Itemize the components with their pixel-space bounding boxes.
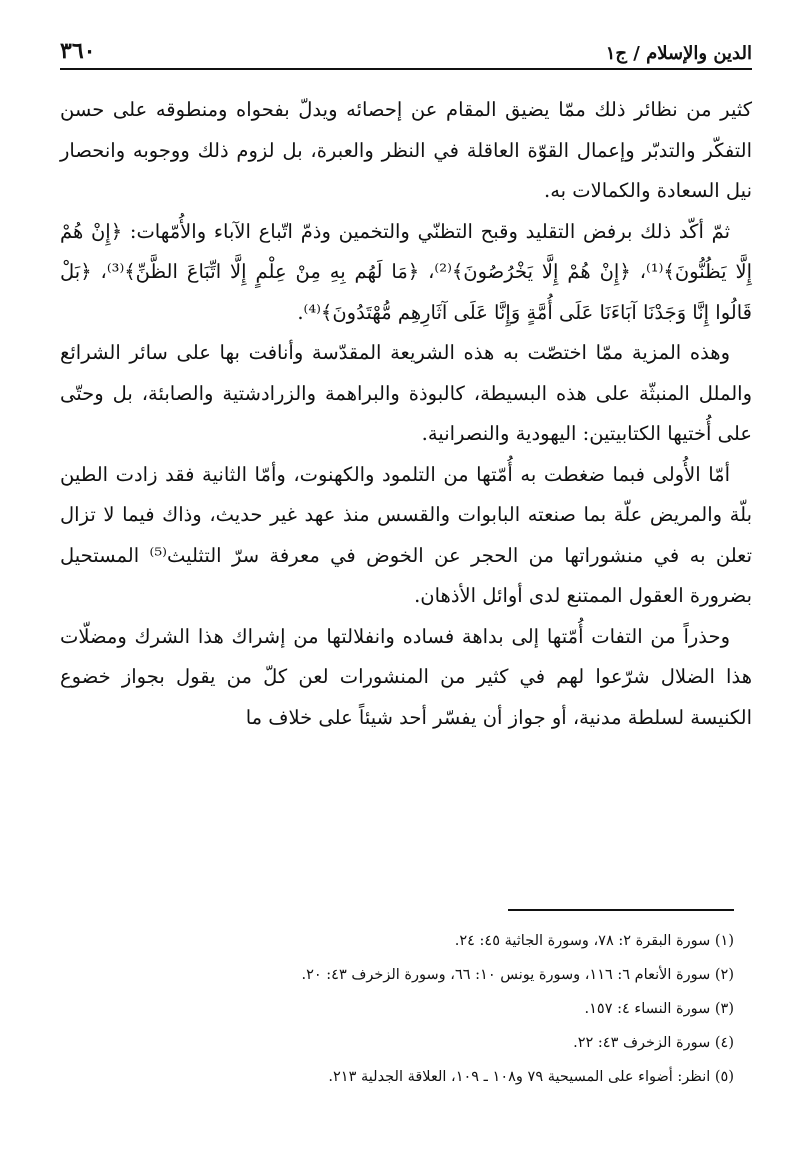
footnote-2: (٢) سورة الأنعام ٦: ١١٦، وسورة يونس ١٠: ٦٦، وسورة الزخرف ٤٣: ٢٠. [301,967,734,983]
paragraph: كثير من نظائر ذلك ممّا يضيق المقام عن إحصائه ويدلّ بفحواه ومنطوقه على حسن التفكّر والتدبّر وإعمال القوّة العاقلة في النظر والعبرة، بل لزوم ذلك ووجوبه وانحصار نيل السعادة والكمالات به. [60,98,752,202]
footnote-divider [508,909,734,911]
footnote-5: (٥) انظر: أضواء على المسيحية ٧٩ و١٠٨ ـ ١٠٩، العلاقة الجدلية ٢١٣. [328,1069,734,1085]
footnote-4: (٤) سورة الزخرف ٤٣: ٢٢. [573,1035,734,1051]
paragraph: وحذراً من التفات أُمّتها إلى بداهة فساده وانفلالتها من إشراك هذا الشرك ومضلّات هذا الضلال شرّعوا لهم في كثير من المنشورات لعن كلّ من يقول بجواز خضوع الكنيسة لسلطة مدنية، أو جواز أن يفسّر أحد شيئاً على خلاف ما [60,624,752,729]
page-number: ٣٦٠ [60,38,96,64]
footnotes [60,924,734,1094]
paragraph: أمّا الأُولى فبما ضغطت به أُمّتها من التلمود والكهنوت، وأمّا الثانية فقد زادت الطين بلّة والمريض علّة بما صنعته البابوات والقسس منذ عهد غير حديث، وذاك فيما لا تزال تعلن به في منشوراتها من الحجر عن الخوض في معرفة سرّ التثليث⁽⁵⁾ المستحيل بضرورة العقول الممتنع لدى أوائل الأذهان. [60,462,753,607]
paragraph: ثمّ أكّد ذلك برفض التقليد وقبح التظنّي والتخمين وذمّ اتّباع الآباء والأُمّهات: ﴿إِنْ هُمْ إِلَّا يَظُنُّونَ﴾⁽¹⁾، ﴿إِنْ هُمْ إِلَّا يَخْرُصُونَ﴾⁽²⁾، ﴿مَا لَهُم بِهِ مِنْ عِلْمٍ إِلَّا اتِّبَاعَ الظَّنِّ﴾⁽³⁾، ﴿بَلْ قَالُوا إِنَّا وَجَدْنَا آبَاءَنَا عَلَى أُمَّةٍ وَإِنَّا عَلَى آثَارِهِم مُّهْتَدُونَ﴾⁽⁴⁾. [60,219,752,324]
page-header [60,28,752,70]
main-text [60,90,752,738]
footnote-1: (١) سورة البقرة ٢: ٧٨، وسورة الجاثية ٤٥: ٢٤. [454,933,734,949]
running-title: الدين والإسلام / ج١ [605,43,752,64]
footnote-3: (٣) سورة النساء ٤: ١٥٧. [584,1001,734,1017]
paragraph: وهذه المزية ممّا اختصّت به هذه الشريعة المقدّسة وأنافت بها على سائر الشرائع والملل المنبثّة على هذه البسيطة، كالبوذة والبراهمة والزرادشتية والصابئة، بل وحتّى على أُختيها الكتابيتين: اليهودية والنصرانية. [60,341,752,445]
